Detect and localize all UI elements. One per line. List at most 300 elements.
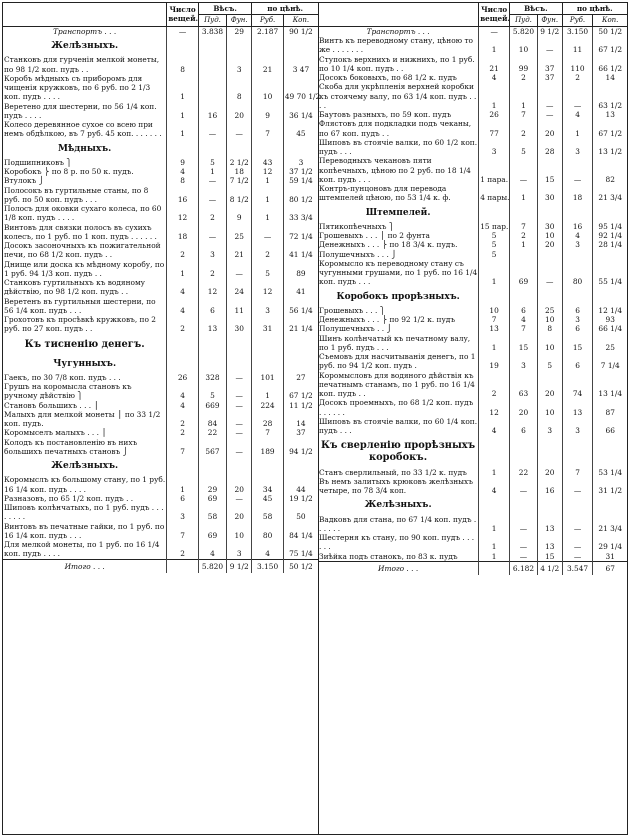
item-row <box>3 382 318 401</box>
item-rub: 1 <box>252 204 284 223</box>
item-count: 4 <box>167 382 199 401</box>
item-description: Вадковъ для стана, по 67 1/4 коп. пудъ . . . . . . <box>319 514 477 533</box>
item-pud: — <box>510 533 538 552</box>
section-heading: Желѣзныхъ. <box>51 41 119 51</box>
item-funt: 20 <box>537 371 562 399</box>
empty-cell <box>167 354 199 373</box>
item-kop: 28 1/4 <box>593 240 627 249</box>
item-row <box>318 477 627 496</box>
item-kop: 27 <box>283 373 318 382</box>
item-description: Грохотовъ къ просѣвкѣ кружковъ, по 2 руб. по 27 коп. пудъ . . <box>4 315 156 334</box>
item-pud: 2 <box>198 260 226 279</box>
item-pud: 12 <box>198 278 226 297</box>
item-description: Флястовъ для подкладки подъ чеканы, по 67 коп. пудъ . . <box>319 119 472 138</box>
item-count: 10 <box>479 306 510 315</box>
item-row <box>318 138 627 157</box>
item-count: 5 <box>479 250 510 259</box>
item-row <box>318 398 627 417</box>
empty-cell <box>252 334 284 354</box>
empty-cell <box>593 287 627 306</box>
item-count: 1 <box>167 260 199 279</box>
item-funt: — <box>537 36 562 55</box>
item-pud: 3.838 <box>198 26 226 36</box>
item-funt: 29 <box>227 26 252 36</box>
item-rub: 80 <box>252 522 284 541</box>
item-funt: — <box>227 120 252 139</box>
item-pud: 5.820 <box>510 26 538 36</box>
item-funt: 13 <box>537 533 562 552</box>
item-kop: 19 1/2 <box>283 494 318 503</box>
weight-header: Вѣсъ. <box>510 3 563 15</box>
item-funt: 3 <box>227 55 252 74</box>
item-row <box>3 74 318 102</box>
pud-header: Пуд. <box>510 15 538 27</box>
item-description: Грошевыхъ . . . ⎪ по 2 фунта <box>319 231 430 240</box>
item-rub: 2 <box>562 73 593 82</box>
item-kop: 36 1/4 <box>283 102 318 121</box>
right-body <box>318 26 627 561</box>
item-funt: 20 <box>227 102 252 121</box>
empty-cell <box>283 36 318 55</box>
item-kop: 66 1/2 <box>593 55 627 74</box>
total-funt: 4 1/2 <box>537 561 562 575</box>
item-row <box>3 522 318 541</box>
item-count: 6 <box>167 494 199 503</box>
item-description: Веретено для шестерни, по 56 1/4 коп. пудъ . . . . <box>4 101 157 120</box>
section-heading: Мѣдныхъ. <box>58 143 112 154</box>
empty-cell <box>252 456 284 475</box>
item-description: Денежныхъ . . . ⎬ по 92 1/2 к. пудъ <box>319 315 456 324</box>
item-count: 1 <box>167 102 199 121</box>
item-kop: 94 1/2 <box>283 438 318 457</box>
item-row <box>3 176 318 185</box>
item-row <box>3 428 318 437</box>
item-rub: 2.187 <box>252 26 284 36</box>
item-description: Зиѣйка подъ станокъ, по 83 к. пудъ <box>319 551 458 561</box>
item-kop: 90 1/2 <box>283 26 318 36</box>
item-row <box>318 55 627 74</box>
item-description: Шиповъ колѣнчатыхъ, по 1 руб. пудъ . . . . . . . . <box>4 503 164 522</box>
item-funt <box>537 250 562 259</box>
funt-header: Фун. <box>537 15 562 27</box>
item-row <box>3 167 318 176</box>
item-pud: 84 <box>198 410 226 429</box>
item-description: Грушъ на коромысла становъ къ ручному дѣйствію ⎫ <box>4 382 132 401</box>
section-heading: Желѣзныхъ. <box>364 500 432 511</box>
item-kop: 82 <box>593 156 627 184</box>
item-funt: — <box>227 410 252 429</box>
empty-cell <box>198 354 226 373</box>
empty-cell <box>252 354 284 373</box>
item-count: 5 <box>479 240 510 249</box>
item-kop: 89 <box>283 260 318 279</box>
item-description: Коробокъ ⎬ по 8 р. по 50 к. пудъ. <box>4 167 134 176</box>
item-kop: 50 <box>283 503 318 522</box>
item-kop: 92 1/4 <box>593 231 627 240</box>
item-description: Досокъ засоночныхъ къ пожигательной печи, по 68 1/2 коп. пудъ . . <box>4 241 161 260</box>
item-description: Досокъ проемныхъ, по 68 1/2 коп. пудъ . . . . . . <box>319 398 474 417</box>
item-rub: 12 <box>252 167 284 176</box>
item-kop: 67 1/2 <box>283 382 318 401</box>
item-description: Коромысло къ переводному стану съ чугунными грушами, по 1 руб. по 16 1/4 коп. пудъ . . . <box>319 258 478 287</box>
item-rub: 74 <box>562 371 593 399</box>
item-kop: 63 1/2 <box>593 82 627 110</box>
item-pud: 3 <box>510 352 538 371</box>
item-count: 1 <box>479 515 510 534</box>
item-kop: 37 <box>283 428 318 437</box>
item-pud: 669 <box>198 401 226 410</box>
item-row <box>318 250 627 259</box>
item-pud: 15 <box>510 334 538 353</box>
empty-cell <box>562 287 593 306</box>
item-funt: 20 <box>537 240 562 249</box>
item-kop: 31 <box>593 552 627 562</box>
item-funt: — <box>537 259 562 287</box>
item-kop: 67 1/2 <box>593 119 627 138</box>
item-row <box>318 259 627 287</box>
item-description: Полосъ для оковки сухаго колеса, по 60 1/8 коп. пудъ . . . . <box>4 204 162 223</box>
item-description: Веретенъ въ гуртильныя шестерни, по 56 1/4 коп. пудъ . . . <box>4 296 156 315</box>
item-pud: 5 <box>198 382 226 401</box>
item-kop: 44 <box>283 475 318 494</box>
item-pud: 6 <box>198 297 226 316</box>
item-description: Колесо деревянное сухое со всею при немъ обдѣлкою, въ 7 руб. 45 коп. . . . . . . <box>4 120 162 139</box>
section-heading: Штемпелей. <box>365 207 431 218</box>
item-count: 1 <box>479 259 510 287</box>
item-count: 4 <box>479 417 510 436</box>
section-heading-row <box>3 334 318 354</box>
item-description: Втулокъ ⎭ <box>4 176 45 186</box>
item-rub: 28 <box>252 410 284 429</box>
item-row <box>318 315 627 324</box>
item-rub: 110 <box>562 55 593 74</box>
item-row <box>3 503 318 522</box>
item-rub: 12 <box>252 278 284 297</box>
item-kop: 3 <box>283 158 318 167</box>
item-funt: 8 1/2 <box>227 186 252 205</box>
empty-cell <box>198 456 226 475</box>
item-rub: 18 <box>562 184 593 203</box>
item-count: 7 <box>167 438 199 457</box>
item-pud: 1 <box>198 167 226 176</box>
item-pud <box>198 74 226 102</box>
total-row <box>318 561 627 575</box>
item-funt: — <box>537 82 562 110</box>
total-kop: 67 <box>593 561 627 575</box>
item-row <box>318 306 627 315</box>
price-header: по цѣнѣ. <box>252 3 318 15</box>
item-row <box>318 352 627 371</box>
item-count: 26 <box>167 373 199 382</box>
empty-cell <box>198 334 226 354</box>
item-row <box>3 410 318 429</box>
section-heading-row <box>318 287 627 306</box>
item-funt: — <box>227 382 252 401</box>
weight-header: Вѣсъ. <box>198 3 252 15</box>
item-funt: — <box>537 110 562 119</box>
item-kop: 50 1/2 <box>593 26 627 36</box>
item-kop: 49 70 1/2 <box>283 74 318 102</box>
item-row <box>3 55 318 74</box>
item-row <box>3 494 318 503</box>
section-heading-row <box>3 139 318 158</box>
item-funt: 10 <box>537 315 562 324</box>
item-row <box>318 552 627 562</box>
item-pud: 3 <box>198 241 226 260</box>
item-pud: — <box>198 223 226 242</box>
total-funt: 9 1/2 <box>227 559 252 573</box>
item-rub: 15 <box>562 334 593 353</box>
item-count: 13 <box>479 324 510 333</box>
item-description: Транспортъ . . . <box>53 26 117 36</box>
item-kop: 67 1/2 <box>593 36 627 55</box>
item-description: Контръ-пунцоновъ для перевода штемпелей цѣною, по 53 1/4 к. ф. <box>319 184 451 203</box>
item-description: Малыхъ для мелкой монеты ⎪ по 33 1/2 коп. пудъ. <box>4 409 161 429</box>
empty-cell <box>198 36 226 55</box>
item-pud: 58 <box>198 503 226 522</box>
item-kop: 80 1/2 <box>283 186 318 205</box>
item-count: 5 <box>479 231 510 240</box>
item-funt: 37 <box>537 73 562 82</box>
item-count: 7 <box>479 315 510 324</box>
empty-cell <box>537 495 562 514</box>
item-pud: 16 <box>198 102 226 121</box>
rub-header: Руб. <box>562 15 593 27</box>
item-pud: — <box>510 552 538 562</box>
item-funt: 25 <box>227 223 252 242</box>
item-row <box>3 102 318 121</box>
item-funt: 20 <box>227 503 252 522</box>
item-count: 1 <box>479 82 510 110</box>
item-rub: 1 <box>252 186 284 205</box>
item-kop: 41 1/4 <box>283 241 318 260</box>
item-description: Станковъ гуртильныхъ къ водяному дѣйствію, по 98 1/2 коп. пудъ . . <box>4 278 146 297</box>
item-rub: 4 <box>252 540 284 559</box>
total-row <box>3 559 318 573</box>
item-count: 1 <box>479 334 510 353</box>
item-rub: 1 <box>252 176 284 185</box>
item-rub: 6 <box>562 324 593 333</box>
item-kop: 13 1/4 <box>593 371 627 399</box>
item-count: 4 <box>167 278 199 297</box>
item-count: 1 <box>167 74 199 102</box>
item-rub: 7 <box>562 468 593 477</box>
item-description: Полушечныхъ . . ⎭ <box>319 324 393 334</box>
section-heading-row <box>318 203 627 222</box>
item-description: Полосокъ въ гуртильные станы, по 8 руб. по 50 коп. пудъ . . . <box>4 185 149 204</box>
left-body <box>3 26 321 559</box>
item-count: 1 <box>479 468 510 477</box>
item-count: 16 <box>167 186 199 205</box>
rub-header: Руб. <box>252 15 284 27</box>
empty-cell <box>479 435 510 467</box>
item-rub: 2 <box>252 241 284 260</box>
item-kop: 21 3/4 <box>593 515 627 534</box>
item-funt: — <box>227 494 252 503</box>
item-rub: — <box>562 156 593 184</box>
item-rub: 5 <box>252 260 284 279</box>
item-kop: 93 <box>593 315 627 324</box>
item-rub: 1 <box>252 382 284 401</box>
item-pud: 69 <box>510 259 538 287</box>
item-pud: 328 <box>198 373 226 382</box>
empty-cell <box>283 334 318 354</box>
item-pud <box>510 250 538 259</box>
empty-cell <box>227 139 252 158</box>
item-description: Шиповъ въ стоячіе валки, по 60 1/2 коп. пудъ . . . <box>319 137 478 156</box>
item-funt: — <box>227 438 252 457</box>
empty-cell <box>227 354 252 373</box>
item-count: 15 пар. <box>480 221 509 231</box>
item-row <box>318 468 627 477</box>
item-row <box>318 156 627 184</box>
item-rub: 6 <box>562 352 593 371</box>
item-row <box>3 401 318 410</box>
empty-cell <box>537 435 562 467</box>
item-count: 4 <box>479 73 510 82</box>
item-funt: 21 <box>227 241 252 260</box>
item-description: Въ немъ залитыхъ крюковъ желѣзныхъ четыре, по 78 3/4 коп. <box>319 476 473 496</box>
item-description: Досокъ боковыхъ, по 68 1/2 к. пудъ <box>319 73 457 82</box>
item-row <box>3 120 318 139</box>
item-rub: 13 <box>562 398 593 417</box>
item-count: 18 <box>167 223 199 242</box>
item-kop: 13 <box>593 110 627 119</box>
item-description: Станковъ для гурченія мелкой монеты, по 98 1/2 коп. пудъ . . <box>4 55 160 74</box>
item-row <box>318 334 627 353</box>
empty-cell <box>283 354 318 373</box>
empty-cell <box>227 36 252 55</box>
item-pud: 63 <box>510 371 538 399</box>
total-count <box>167 559 199 573</box>
item-description: Ступокъ верхнихъ и нижнихъ, по 1 руб. по 10 1/4 коп. пудъ . . <box>319 54 475 73</box>
item-pud: 10 <box>510 36 538 55</box>
item-count: 4 <box>479 477 510 496</box>
item-funt: 9 <box>227 204 252 223</box>
item-pud: — <box>510 477 538 496</box>
item-kop: 31 1/2 <box>593 477 627 496</box>
item-count: 1 <box>479 552 510 562</box>
empty-cell <box>593 203 627 222</box>
item-kop: 66 <box>593 417 627 436</box>
empty-cell <box>198 139 226 158</box>
empty-cell <box>479 495 510 514</box>
item-funt: 10 <box>537 398 562 417</box>
item-description: Пятикопѣечныхъ ⎫ <box>319 221 395 231</box>
item-funt: 16 <box>537 477 562 496</box>
item-row <box>318 110 627 119</box>
item-rub: 3 <box>562 315 593 324</box>
total-pud: 5.820 <box>198 559 226 573</box>
item-kop: 25 <box>593 334 627 353</box>
empty-cell <box>562 203 593 222</box>
item-kop: 13 1/2 <box>593 138 627 157</box>
item-rub: 189 <box>252 438 284 457</box>
section-heading-row <box>3 36 318 55</box>
item-description: Винтовъ для связки полосъ въ сухихъ колесъ, по 1 руб. по 1 коп. пудъ . . . . . . <box>4 222 157 241</box>
total-label: Итого . . . <box>318 561 479 575</box>
empty-cell <box>510 495 538 514</box>
empty-cell <box>593 495 627 514</box>
item-pud: — <box>510 515 538 534</box>
description-header <box>3 3 167 26</box>
empty-cell <box>510 287 538 306</box>
item-row <box>318 184 627 203</box>
right-ledger <box>318 3 627 834</box>
total-kop: 50 1/2 <box>283 559 318 573</box>
item-pud: — <box>198 120 226 139</box>
item-description: Днище или доска къ мѣдному коробу, по 1 руб. 94 1/3 коп. пудъ . . <box>4 259 165 278</box>
item-row <box>318 533 627 552</box>
item-pud: 7 <box>510 110 538 119</box>
item-kop: 11 1/2 <box>283 401 318 410</box>
item-pud: 69 <box>198 494 226 503</box>
item-description: Коромысловъ для водяного дѣйствія къ печатнымъ станамъ, по 1 руб. по 16 1/4 коп. пудъ . . <box>319 370 475 398</box>
item-rub: — <box>562 533 593 552</box>
total-label: Итого . . . <box>3 559 167 573</box>
item-count: 1 пара. <box>479 156 510 184</box>
empty-cell <box>537 287 562 306</box>
item-rub: 6 <box>562 306 593 315</box>
item-row <box>3 241 318 260</box>
item-pud: 2 <box>510 231 538 240</box>
section-heading-row <box>318 435 627 467</box>
count-header: Число вещей. <box>167 3 199 26</box>
empty-cell <box>510 435 538 467</box>
item-description: Шинъ колѣнчатый къ печатному валу, по 1 руб. пудъ . . . <box>319 333 471 352</box>
kop-header: Коп. <box>283 15 318 27</box>
item-rub: 4 <box>562 110 593 119</box>
item-description: Винтъ къ переводному стану, цѣною то же . . . . . . . <box>319 36 473 55</box>
item-funt: 18 <box>227 167 252 176</box>
empty-cell <box>562 495 593 514</box>
item-pud: 6 <box>510 306 538 315</box>
item-kop: 21 3/4 <box>593 184 627 203</box>
item-rub: 58 <box>252 503 284 522</box>
item-kop: 59 1/4 <box>283 176 318 185</box>
empty-cell <box>537 203 562 222</box>
item-count: 3 <box>479 138 510 157</box>
price-header: по цѣнѣ. <box>562 3 627 15</box>
item-row <box>318 240 627 249</box>
item-count: 1 <box>167 475 199 494</box>
item-funt: 11 <box>227 297 252 316</box>
item-funt: 9 1/2 <box>537 26 562 36</box>
total-rub: 3.547 <box>562 561 593 575</box>
item-kop: 66 1/4 <box>593 324 627 333</box>
left-table <box>3 3 321 573</box>
empty-cell <box>479 203 510 222</box>
item-kop: 33 3/4 <box>283 204 318 223</box>
item-pud: 22 <box>510 468 538 477</box>
item-row <box>3 223 318 242</box>
item-rub: 45 <box>252 494 284 503</box>
empty-cell <box>167 334 199 354</box>
item-rub <box>562 250 593 259</box>
section-heading-row <box>3 354 318 373</box>
total-count <box>479 561 510 575</box>
item-count: 4 <box>167 167 199 176</box>
item-kop: 84 1/4 <box>283 522 318 541</box>
item-pud: 69 <box>198 522 226 541</box>
item-kop: 55 1/4 <box>593 259 627 287</box>
item-description: Для мелкой монеты, по 1 руб. по 16 1/4 коп. пудъ . . . . <box>4 540 160 559</box>
item-funt: 3 <box>227 540 252 559</box>
item-row <box>318 417 627 436</box>
item-rub: 101 <box>252 373 284 382</box>
item-row <box>3 158 318 167</box>
item-count: 2 <box>167 428 199 437</box>
